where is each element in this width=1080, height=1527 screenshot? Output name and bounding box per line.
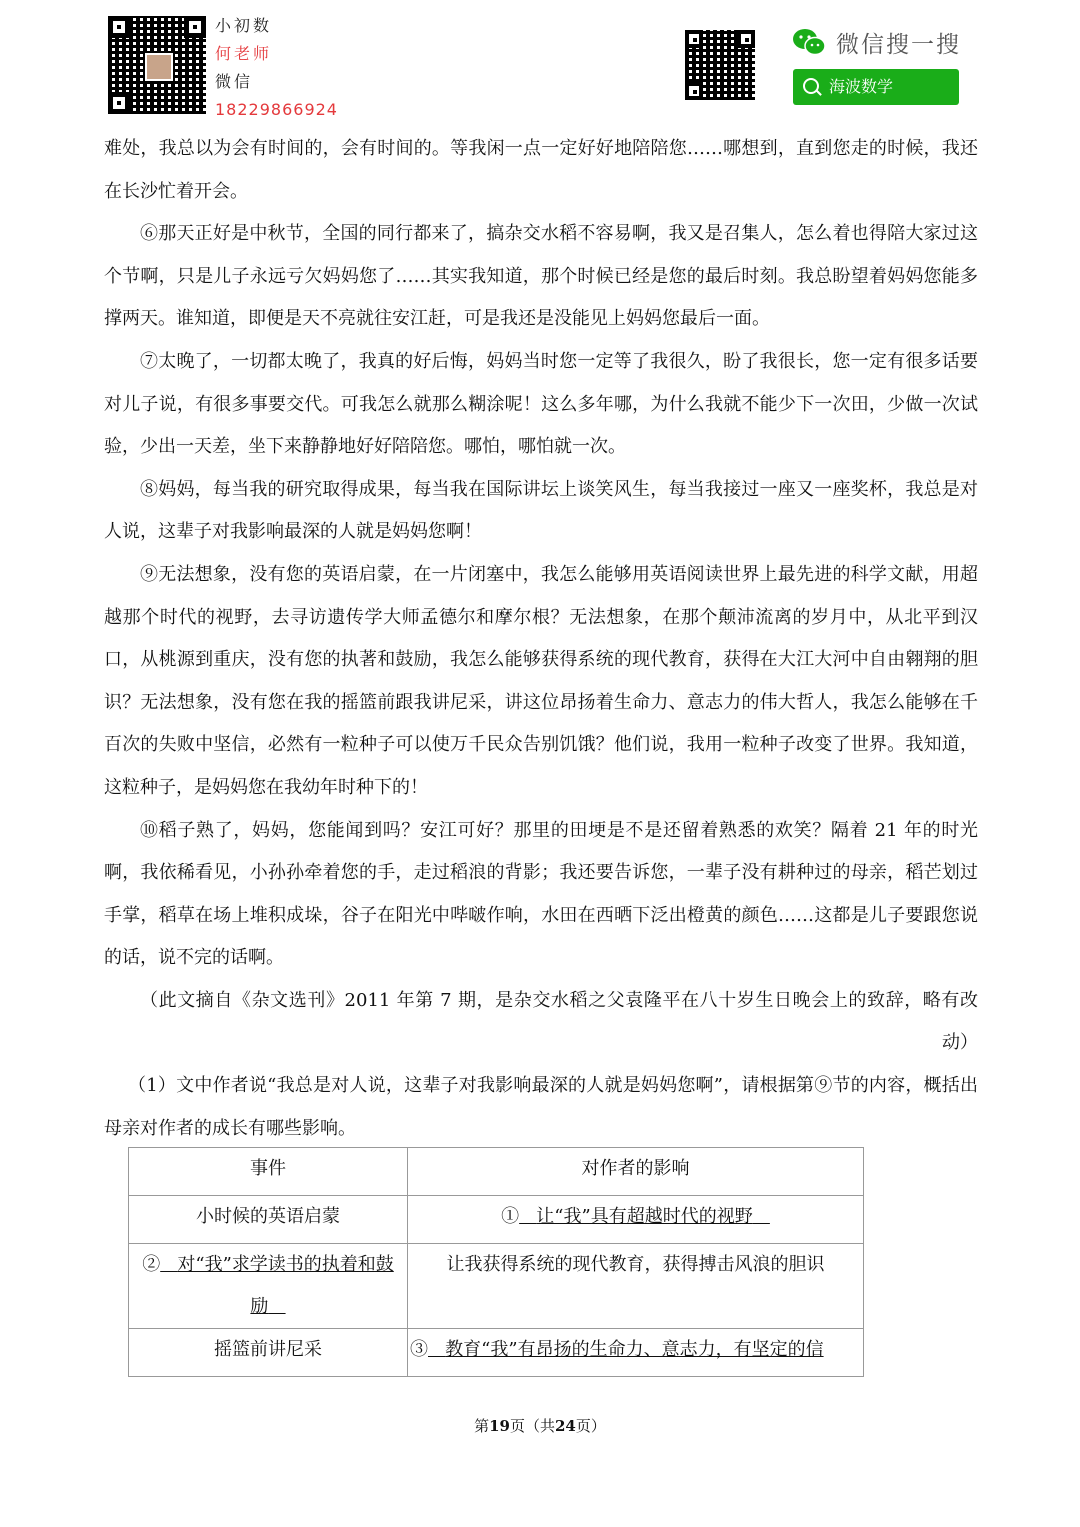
table-row — [129, 1244, 864, 1329]
footer-prefix: 第 — [474, 1417, 490, 1435]
event-text: 小时候的英语启蒙 — [196, 1206, 340, 1227]
page-footer — [0, 1415, 1080, 1436]
contact-qr-code — [108, 16, 206, 114]
paragraph-10: ⑩稻子熟了，妈妈，您能闻到吗？安江可好？那里的田埂是不是还留着熟悉的欢笑？隔着 21 年的时光啊，我依稀看见，小孙孙牵着您的手，走过稻浪的背影；我还要告诉您，一辈子没有耕种过的母亲，稻芒划过手掌，稻草在场上堆积成垛，谷子在阳光中哔啵作响，水田在西晒下泛出橙黄的颜色……这都是儿子要跟您说的话，说不完的话啊。 — [104, 819, 978, 969]
answer-text: 让“我”具有超越时代的视野 — [536, 1206, 753, 1227]
page-total: 24 — [555, 1417, 576, 1435]
answer-marker: ② — [142, 1254, 161, 1275]
contact-phone: 18229866924 — [215, 100, 338, 119]
table-cell-impact — [408, 1196, 864, 1244]
answer-marker: ③ — [410, 1339, 428, 1360]
footer-middle: 页（共 — [509, 1417, 555, 1435]
table-header-row — [129, 1148, 864, 1196]
contact-line-1: 小初数 — [215, 16, 273, 35]
table-header-impact: 对作者的影响 — [408, 1148, 864, 1196]
impact-text: 让我获得系统的现代教育，获得搏击风浪的胆识 — [446, 1254, 825, 1275]
source-note: （此文摘自《杂文选刊》2011 年第 7 期，是杂交水稻之父袁隆平在八十岁生日晚会上的致辞，略有改动） — [140, 989, 978, 1054]
paragraph-7: ⑦太晚了，一切都太晚了，我真的好后悔，妈妈当时您一定等了我很久，盼了我很长，您一定有很多话要对儿子说，有很多事要交代。可我怎么就那么糊涂呢！这么多年哪，为什么我就不能少下一次田，少做一次试验，少出一天差，坐下来静静地好好陪陪您。哪怕，哪怕就一次。 — [104, 350, 978, 458]
contact-info — [215, 12, 338, 124]
wechat-search-button[interactable] — [793, 69, 959, 105]
table-cell-event — [129, 1244, 408, 1329]
search-icon — [803, 78, 819, 94]
wechat-search-label: 海波数学 — [829, 77, 894, 96]
question-1: （1）文中作者说“我总是对人说，这辈子对我影响最深的人就是妈妈您啊”，请根据第⑨节的内容，概括出母亲对作者的成长有哪些影响。 — [104, 1075, 978, 1139]
wechat-qr-code — [685, 30, 755, 100]
wechat-search-title: 微信搜一搜 — [836, 32, 961, 58]
paragraph-8: ⑧妈妈，每当我的研究取得成果，每当我在国际讲坛上谈笑风生，每当我接过一座又一座奖杯，我总是对人说，这辈子对我影响最深的人就是妈妈您啊！ — [104, 478, 978, 543]
table-cell-event — [129, 1196, 408, 1244]
contact-line-3: 微信 — [215, 72, 254, 91]
table-cell-impact — [408, 1329, 864, 1377]
footer-suffix: 页） — [575, 1417, 606, 1435]
page-number: 19 — [489, 1417, 510, 1435]
answer-text: 教育“我”有昂扬的生命力、意志力，有坚定的信 — [445, 1339, 824, 1360]
table-header-event: 事件 — [129, 1148, 408, 1196]
paragraph-6: ⑥那天正好是中秋节，全国的同行都来了，搞杂交水稻不容易啊，我又是召集人，怎么着也得陪大家过这个节啊，只是儿子永远亏欠妈妈您了……其实我知道，那个时候已经是您的最后时刻。我总盼望着妈妈您能多撑两天。谁知道，即便是天不亮就往安江赶，可是我还是没能见上妈妈您最后一面。 — [104, 223, 978, 330]
table-row — [129, 1329, 864, 1377]
article-body — [104, 128, 978, 1150]
answer-text: 对“我”求学读书的执着和鼓励 — [177, 1254, 394, 1317]
paragraph-9: ⑨无法想象，没有您的英语启蒙，在一片闭塞中，我怎么能够用英语阅读世界上最先进的科学文献，用超越那个时代的视野，去寻访遗传学大师孟德尔和摩尔根？无法想象，在那个颠沛流离的岁月中，从北平到汉口，从桃源到重庆，没有您的执著和鼓励，我怎么能够获得系统的现代教育，获得在大江大河中自由翱翔的胆识？无法想象，没有您在我的摇篮前跟我讲尼采，讲这位昂扬着生命力、意志力的伟大哲人，我怎么能够在千百次的失败中坚信，必然有一粒种子可以使万千民众告别饥饿？他们说，我用一粒种子改变了世界。我知道，这粒种子，是妈妈您在我幼年时种下的！ — [104, 563, 978, 798]
table-cell-impact — [408, 1244, 864, 1329]
event-text: 摇篮前讲尼采 — [214, 1339, 322, 1360]
table-cell-event — [129, 1329, 408, 1377]
contact-line-2: 何老师 — [215, 44, 273, 63]
answer-table — [128, 1147, 864, 1377]
answer-marker: ① — [501, 1206, 520, 1227]
wechat-logo-icon — [792, 28, 826, 56]
avatar — [145, 53, 173, 81]
paragraph-5-continued: 难处，我总以为会有时间的，会有时间的。等我闲一点一定好好地陪陪您……哪想到，直到您走的时候，我还在长沙忙着开会。 — [104, 138, 978, 202]
table-row — [129, 1196, 864, 1244]
